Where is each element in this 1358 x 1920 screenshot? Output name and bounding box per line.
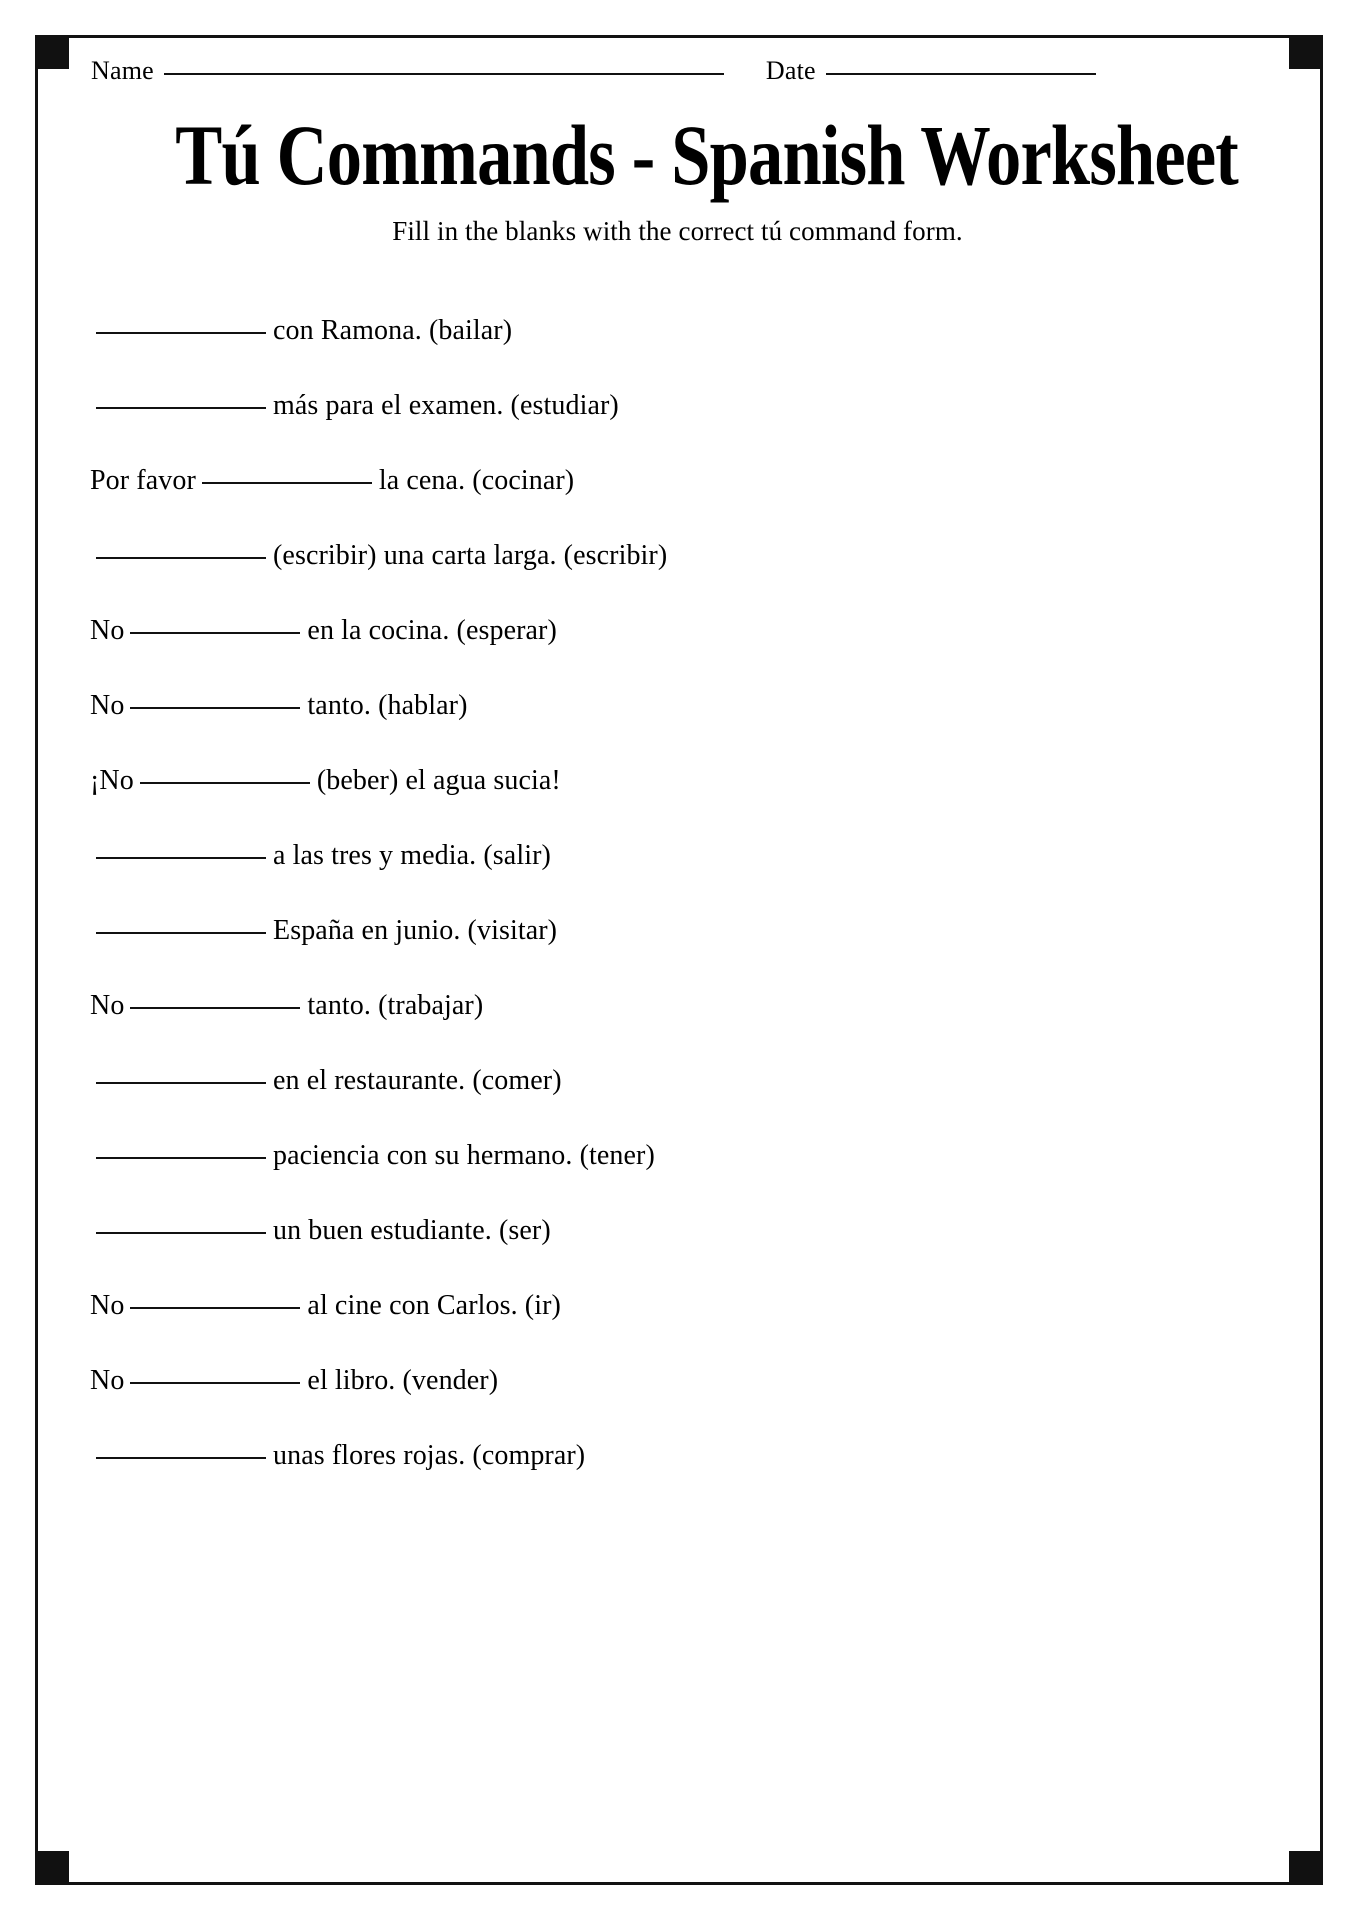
exercise-item [90,443,1290,518]
date-input-rule[interactable] [826,73,1096,75]
exercise-item [90,518,1290,593]
exercise-suffix: tanto. (trabajar) [307,990,484,1021]
worksheet-content [38,38,1320,1882]
answer-blank[interactable] [140,782,310,784]
answer-blank[interactable] [96,857,266,859]
exercise-suffix: más para el examen. (estudiar) [273,390,619,421]
exercise-item [90,1118,1290,1193]
exercise-item [90,818,1290,893]
answer-blank[interactable] [96,1157,266,1159]
answer-blank[interactable] [130,1307,300,1309]
answer-blank[interactable] [130,1007,300,1009]
exercise-item [90,1043,1290,1118]
answer-blank[interactable] [202,482,372,484]
page-title: Tú Commands - Spanish Worksheet [175,107,1238,203]
exercise-suffix: un buen estudiante. (ser) [273,1215,551,1246]
exercise-prefix: ¡No [90,765,134,796]
exercise-suffix: al cine con Carlos. (ir) [307,1290,561,1321]
exercise-suffix: la cena. (cocinar) [378,465,575,496]
instruction-text: Fill in the blanks with the correct tú command form. [392,216,963,246]
exercise-suffix: en el restaurante. (comer) [273,1065,562,1096]
exercise-item [90,593,1290,668]
exercise-suffix: el libro. (vender) [307,1365,499,1396]
answer-blank[interactable] [96,932,266,934]
exercise-prefix: No [90,1365,125,1396]
exercise-prefix: No [90,990,125,1021]
exercise-item [90,1418,1290,1493]
exercise-prefix: Por favor [90,465,196,496]
answer-blank[interactable] [96,407,266,409]
answer-blank[interactable] [96,1457,266,1459]
exercise-suffix: tanto. (hablar) [307,690,468,721]
exercise-item [90,893,1290,968]
exercise-item [90,968,1290,1043]
exercise-prefix: No [90,615,125,646]
name-date-row [65,56,1290,86]
answer-blank[interactable] [130,632,300,634]
exercise-item [90,743,1290,818]
exercise-suffix: (escribir) una carta larga. (escribir) [273,540,668,571]
exercise-suffix: en la cocina. (esperar) [307,615,557,646]
exercise-item [90,1343,1290,1418]
answer-blank[interactable] [96,332,266,334]
answer-blank[interactable] [130,1382,300,1384]
exercise-suffix: unas flores rojas. (comprar) [273,1440,586,1471]
exercise-item [90,293,1290,368]
name-input-rule[interactable] [164,73,724,75]
exercise-item [90,1268,1290,1343]
answer-blank[interactable] [96,557,266,559]
exercise-item [90,1193,1290,1268]
exercise-suffix: España en junio. (visitar) [273,915,558,946]
exercise-prefix: No [90,690,125,721]
exercise-item [90,668,1290,743]
date-label: Date [765,56,816,85]
name-label: Name [91,56,154,85]
exercise-suffix: con Ramona. (bailar) [273,315,513,346]
exercise-list [65,293,1290,1493]
exercise-suffix: a las tres y media. (salir) [273,840,551,871]
exercise-suffix: (beber) el agua sucia! [316,765,561,796]
answer-blank[interactable] [96,1082,266,1084]
exercise-suffix: paciencia con su hermano. (tener) [273,1140,655,1171]
answer-blank[interactable] [96,1232,266,1234]
exercise-item [90,368,1290,443]
answer-blank[interactable] [130,707,300,709]
exercise-prefix: No [90,1290,125,1321]
